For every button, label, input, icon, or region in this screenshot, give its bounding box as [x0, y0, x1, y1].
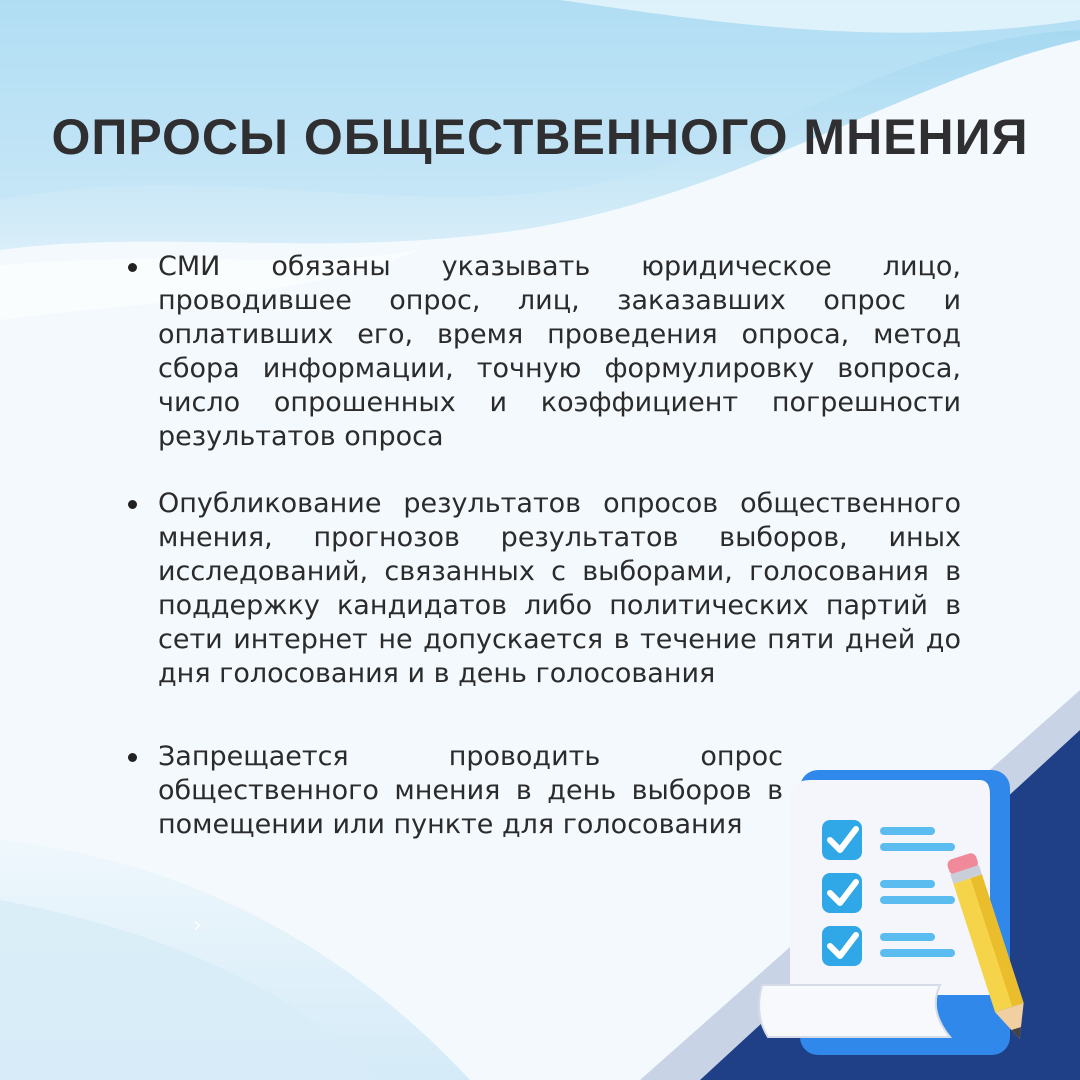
page-title: ОПРОСЫ ОБЩЕСТВЕННОГО МНЕНИЯ — [51, 109, 1029, 165]
checklist-icon — [750, 765, 1040, 1070]
bullet-media-requirements: СМИ обязаны указывать юридическое лицо, проводившее опрос, лиц, заказавших опрос и оплативших его, время проведения опроса, метод сбора информации, точную формулировку вопроса, число опрошенных и коэффициент погрешности результатов опроса — [158, 251, 961, 452]
bullet-polling-station-ban: Запрещается проводить опрос общественного мнения в день выборов в помещении или пункте для голосования — [158, 741, 783, 840]
chevron-right-icon: › — [193, 913, 202, 938]
bullet-publication-ban: Опубликование результатов опросов общественного мнения, прогнозов результатов выборов, иных исследований, связанных с выборами, голосования в поддержку кандидатов либо политических партий в сети интернет не допускается в течение пяти дней до дня голосования и в день голосования — [158, 488, 961, 689]
